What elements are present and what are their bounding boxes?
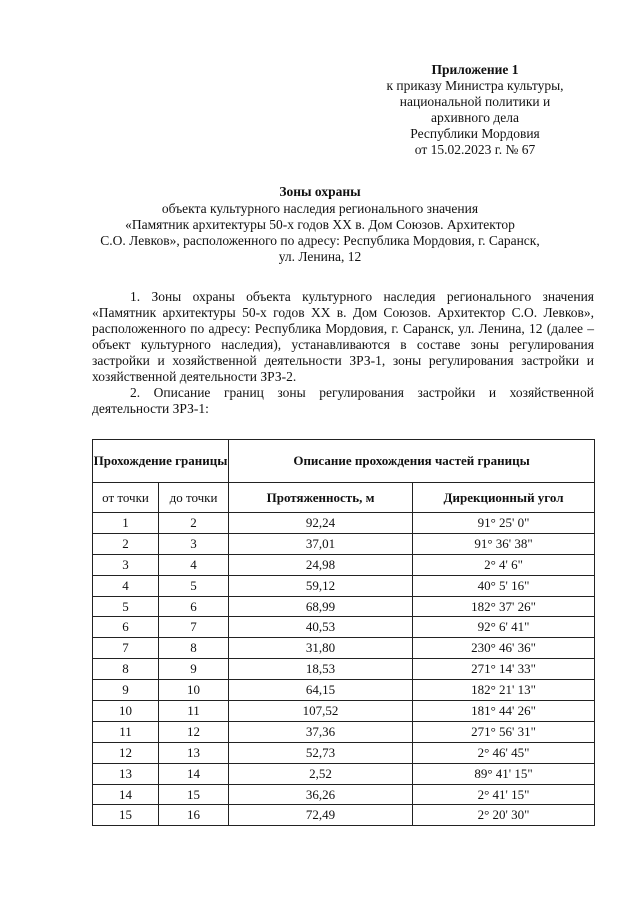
cell-from-point: 9 bbox=[93, 680, 159, 701]
cell-to-point: 15 bbox=[159, 784, 229, 805]
appendix-line: архивного дела bbox=[431, 110, 519, 125]
table-row bbox=[93, 659, 595, 680]
heading-line: С.О. Левков», расположенного по адресу: Республика Мордовия, г. Саранск, bbox=[100, 233, 540, 248]
cell-angle: 40° 5' 16" bbox=[413, 575, 595, 596]
cell-to-point: 11 bbox=[159, 701, 229, 722]
appendix-line: национальной политики и bbox=[399, 94, 551, 109]
cell-angle: 182° 21' 13" bbox=[413, 680, 595, 701]
cell-angle: 271° 56' 31" bbox=[413, 721, 595, 742]
header-boundary-description: Описание прохождения частей границы bbox=[229, 440, 595, 483]
document-heading bbox=[90, 184, 550, 265]
cell-angle: 2° 4' 6" bbox=[413, 554, 595, 575]
table-row bbox=[93, 742, 595, 763]
cell-to-point: 8 bbox=[159, 638, 229, 659]
header-to-point: до точки bbox=[159, 483, 229, 513]
cell-length: 36,26 bbox=[229, 784, 413, 805]
appendix-title: Приложение 1 bbox=[431, 62, 519, 77]
appendix-line: к приказу Министра культуры, bbox=[386, 78, 564, 93]
header-length: Протяженность, м bbox=[229, 483, 413, 513]
cell-length: 68,99 bbox=[229, 596, 413, 617]
heading-title: Зоны охраны bbox=[279, 184, 361, 199]
cell-angle: 2° 41' 15" bbox=[413, 784, 595, 805]
cell-length: 18,53 bbox=[229, 659, 413, 680]
appendix-line: Республики Мордовия bbox=[410, 126, 540, 141]
cell-length: 72,49 bbox=[229, 805, 413, 826]
table-row bbox=[93, 617, 595, 638]
table-row bbox=[93, 638, 595, 659]
cell-length: 64,15 bbox=[229, 680, 413, 701]
cell-length: 31,80 bbox=[229, 638, 413, 659]
cell-length: 24,98 bbox=[229, 554, 413, 575]
cell-length: 2,52 bbox=[229, 763, 413, 784]
table-row bbox=[93, 763, 595, 784]
appendix-line: от 15.02.2023 г. № 67 bbox=[414, 142, 536, 157]
table-row bbox=[93, 680, 595, 701]
cell-to-point: 10 bbox=[159, 680, 229, 701]
cell-angle: 91° 36' 38" bbox=[413, 533, 595, 554]
cell-angle: 2° 20' 30" bbox=[413, 805, 595, 826]
cell-from-point: 7 bbox=[93, 638, 159, 659]
cell-to-point: 4 bbox=[159, 554, 229, 575]
header-from-point: от точки bbox=[93, 483, 159, 513]
cell-length: 37,36 bbox=[229, 721, 413, 742]
paragraph-1: 1. Зоны охраны объекта культурного наследия регионального значения «Памятник архитектуры 50-х годов XX в. Дом Союзов. Архитектор С.О. Левков», расположенного по адресу: Республика Мордовия, г. Саранск, ул. Ленина, 12 (далее – объект культурного наследия), устанавливаются в составе зоны регулирования застройки и хозяйственной деятельности ЗРЗ-1, зоны регулирования застройки и хозяйственной деятельности ЗРЗ-2. bbox=[92, 289, 594, 384]
table-row bbox=[93, 554, 595, 575]
table-row bbox=[93, 784, 595, 805]
cell-to-point: 7 bbox=[159, 617, 229, 638]
table-subheader-row bbox=[93, 483, 595, 513]
cell-to-point: 13 bbox=[159, 742, 229, 763]
cell-to-point: 16 bbox=[159, 805, 229, 826]
cell-from-point: 5 bbox=[93, 596, 159, 617]
table-row bbox=[93, 575, 595, 596]
cell-from-point: 12 bbox=[93, 742, 159, 763]
cell-length: 107,52 bbox=[229, 701, 413, 722]
table-body bbox=[93, 513, 595, 826]
boundary-table bbox=[92, 439, 595, 826]
cell-angle: 271° 14' 33" bbox=[413, 659, 595, 680]
cell-from-point: 4 bbox=[93, 575, 159, 596]
cell-from-point: 15 bbox=[93, 805, 159, 826]
cell-from-point: 6 bbox=[93, 617, 159, 638]
cell-from-point: 3 bbox=[93, 554, 159, 575]
cell-from-point: 1 bbox=[93, 513, 159, 534]
heading-line: ул. Ленина, 12 bbox=[278, 249, 362, 264]
cell-angle: 181° 44' 26" bbox=[413, 701, 595, 722]
table-row bbox=[93, 533, 595, 554]
body-text bbox=[92, 289, 594, 417]
cell-length: 92,24 bbox=[229, 513, 413, 534]
cell-from-point: 11 bbox=[93, 721, 159, 742]
table-header-row bbox=[93, 440, 595, 483]
cell-from-point: 8 bbox=[93, 659, 159, 680]
cell-to-point: 14 bbox=[159, 763, 229, 784]
table-row bbox=[93, 513, 595, 534]
heading-line: «Памятник архитектуры 50-х годов XX в. Дом Союзов. Архитектор bbox=[125, 217, 515, 232]
paragraph-2: 2. Описание границ зоны регулирования застройки и хозяйственной деятельности ЗРЗ-1: bbox=[92, 385, 594, 416]
heading-line: объекта культурного наследия регионального значения bbox=[161, 201, 479, 216]
cell-length: 59,12 bbox=[229, 575, 413, 596]
cell-length: 37,01 bbox=[229, 533, 413, 554]
cell-from-point: 13 bbox=[93, 763, 159, 784]
header-boundary-passage: Прохождение границы bbox=[93, 440, 229, 483]
table-row bbox=[93, 805, 595, 826]
header-angle: Дирекционный угол bbox=[413, 483, 595, 513]
cell-to-point: 3 bbox=[159, 533, 229, 554]
cell-angle: 182° 37' 26" bbox=[413, 596, 595, 617]
cell-from-point: 2 bbox=[93, 533, 159, 554]
table-row bbox=[93, 701, 595, 722]
cell-to-point: 6 bbox=[159, 596, 229, 617]
cell-from-point: 14 bbox=[93, 784, 159, 805]
cell-angle: 92° 6' 41" bbox=[413, 617, 595, 638]
cell-angle: 91° 25' 0" bbox=[413, 513, 595, 534]
cell-angle: 2° 46' 45" bbox=[413, 742, 595, 763]
cell-angle: 89° 41' 15" bbox=[413, 763, 595, 784]
cell-to-point: 12 bbox=[159, 721, 229, 742]
cell-angle: 230° 46' 36" bbox=[413, 638, 595, 659]
table-row bbox=[93, 596, 595, 617]
cell-to-point: 5 bbox=[159, 575, 229, 596]
cell-from-point: 10 bbox=[93, 701, 159, 722]
cell-length: 52,73 bbox=[229, 742, 413, 763]
table-row bbox=[93, 721, 595, 742]
appendix-block bbox=[365, 62, 585, 158]
cell-to-point: 2 bbox=[159, 513, 229, 534]
cell-length: 40,53 bbox=[229, 617, 413, 638]
cell-to-point: 9 bbox=[159, 659, 229, 680]
